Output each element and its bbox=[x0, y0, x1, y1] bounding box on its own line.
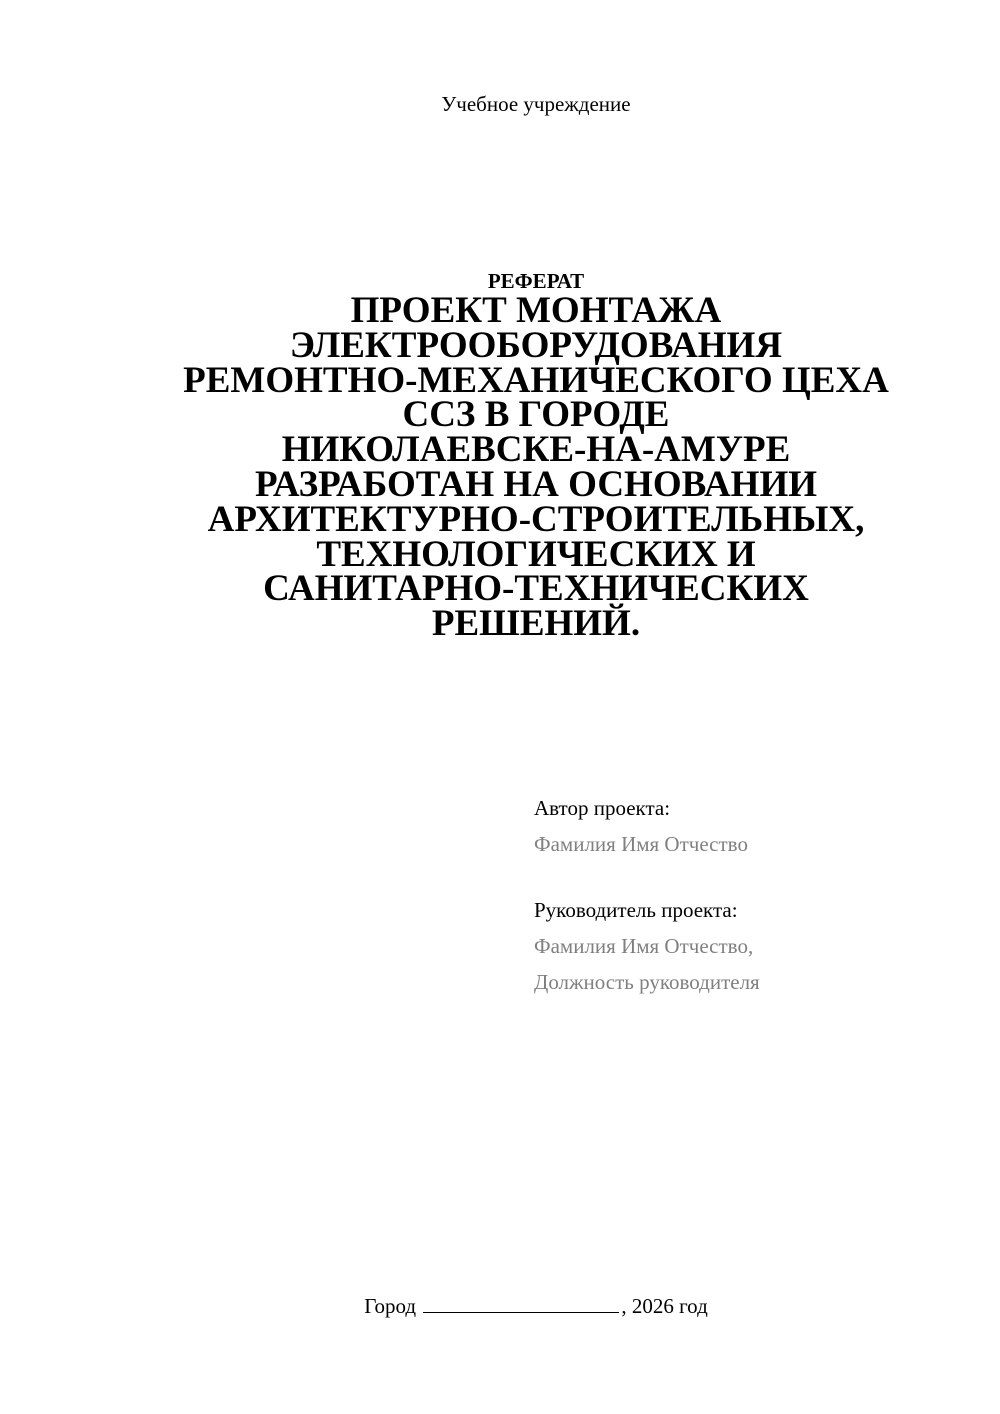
credits-spacer bbox=[534, 862, 760, 892]
author-name: Фамилия Имя Отчество bbox=[534, 832, 748, 856]
credits-block bbox=[534, 790, 760, 1000]
title-line: САНИТАРНО-ТЕХНИЧЕСКИХ bbox=[263, 568, 809, 610]
city-blank-line bbox=[423, 1292, 619, 1313]
title-line: АРХИТЕКТУРНО-СТРОИТЕЛЬНЫХ, bbox=[207, 498, 865, 540]
supervisor-label: Руководитель проекта: bbox=[534, 898, 738, 922]
title-line: РАЗРАБОТАН НА ОСНОВАНИИ bbox=[254, 463, 818, 505]
title-line: ТЕХНОЛОГИЧЕСКИХ И bbox=[316, 533, 756, 575]
title-line: НИКОЛАЕВСКЕ-НА-АМУРЕ bbox=[281, 429, 791, 471]
supervisor-name: Фамилия Имя Отчество, bbox=[534, 934, 754, 958]
title-line: ССЗ В ГОРОДЕ bbox=[402, 394, 670, 436]
document-title bbox=[0, 290, 1000, 645]
city-label: Город bbox=[364, 1294, 417, 1318]
title-line: РЕМОНТНО-МЕХАНИЧЕСКОГО ЦЕХА bbox=[183, 359, 889, 401]
supervisor-position: Должность руководителя bbox=[534, 970, 760, 994]
author-label: Автор проекта: bbox=[534, 796, 671, 820]
title-block bbox=[0, 268, 1000, 645]
title-line: ЭЛЕКТРООБОРУДОВАНИЯ bbox=[289, 324, 783, 366]
title-line: РЕШЕНИЙ. bbox=[431, 603, 641, 645]
document-type: РЕФЕРАТ bbox=[487, 269, 585, 293]
year-text: , 2026 год bbox=[621, 1294, 708, 1318]
footer-city-year bbox=[0, 1292, 1000, 1319]
institution-name: Учебное учреждение bbox=[441, 92, 631, 116]
title-line: ПРОЕКТ МОНТАЖА bbox=[350, 290, 722, 331]
